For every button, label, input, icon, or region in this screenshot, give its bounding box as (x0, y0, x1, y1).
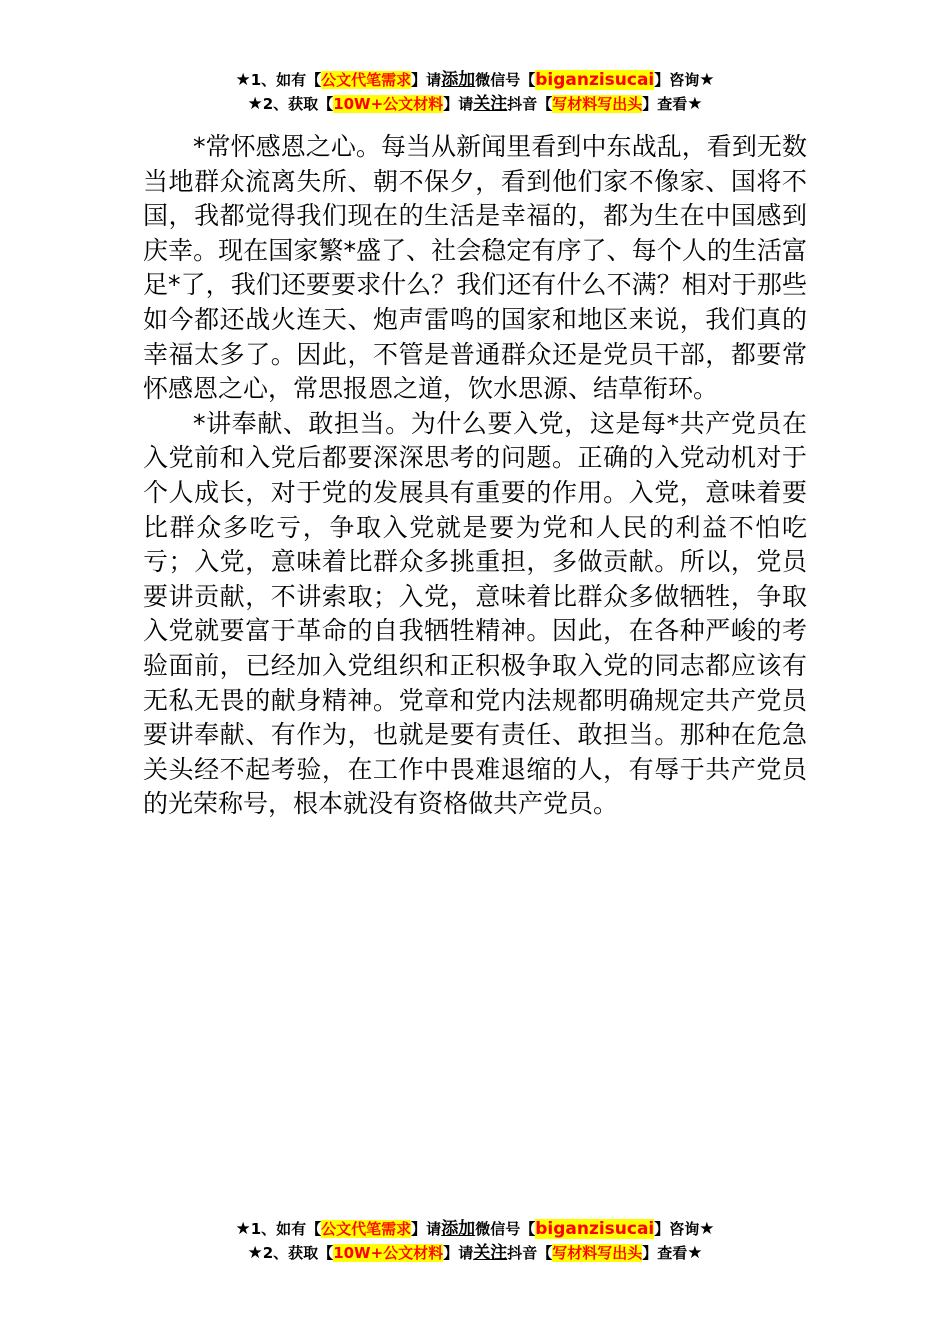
banner-emphasis: 关注 (473, 1243, 508, 1263)
banner-text: 抖音【 (507, 95, 553, 113)
banner-line-2 (0, 92, 950, 116)
highlight-douyin: 写材料写出头 (552, 95, 643, 113)
banner-text: 1、如有【 (250, 1220, 322, 1238)
banner-text: 】咨询 (654, 71, 700, 89)
footer-banner (0, 1217, 950, 1265)
star-icon: ★ (687, 94, 703, 114)
banner-text: 】请 (411, 71, 442, 89)
highlight-wechat-id: biganzisucai (535, 70, 655, 90)
highlight-wechat-id: biganzisucai (535, 1219, 655, 1239)
banner-line-1 (0, 1217, 950, 1241)
star-icon: ★ (687, 1243, 703, 1263)
highlight-service: 公文代笔需求 (321, 71, 412, 89)
banner-line-2 (0, 1241, 950, 1265)
banner-text: 1、如有【 (250, 71, 322, 89)
banner-text: 微信号【 (475, 1220, 536, 1238)
banner-text: 】请 (443, 95, 474, 113)
header-banner (0, 68, 950, 116)
banner-text: 抖音【 (507, 1244, 553, 1262)
banner-text: 】查看 (642, 1244, 688, 1262)
paragraph-gratitude: *常怀感恩之心。每当从新闻里看到中东战乱，看到无数当地群众流离失所、朝不保夕，看到他们家不像家、国将不国，我都觉得我们现在的生活是幸福的，都为生在中国感到庆幸。现在国家繁*盛了、社会稳定有序了、每个人的生活富足*了，我们还要要求什么？我们还有什么不满？相对于那些如今都还战火连天、炮声雷鸣的国家和地区来说，我们真的幸福太多了。因此，不管是普通群众还是党员干部，都要常怀感恩之心，常思报恩之道，饮水思源、结草衔环。 (143, 132, 807, 404)
banner-emphasis: 关注 (473, 94, 508, 114)
banner-line-1 (0, 68, 950, 92)
highlight-service: 公文代笔需求 (321, 1220, 412, 1238)
star-icon: ★ (235, 70, 251, 90)
star-icon: ★ (699, 1219, 715, 1239)
banner-emphasis: 添加 (441, 70, 476, 90)
star-icon: ★ (235, 1219, 251, 1239)
highlight-douyin: 写材料写出头 (552, 1244, 643, 1262)
banner-text: 2、获取【 (262, 1244, 334, 1262)
banner-text: 】请 (443, 1244, 474, 1262)
highlight-materials: 10W+公文材料 (333, 1244, 444, 1262)
banner-text: 】咨询 (654, 1220, 700, 1238)
banner-text: 2、获取【 (262, 95, 334, 113)
star-icon: ★ (247, 1243, 263, 1263)
star-icon: ★ (247, 94, 263, 114)
banner-text: 】请 (411, 1220, 442, 1238)
document-body (143, 130, 807, 822)
star-icon: ★ (699, 70, 715, 90)
banner-text: 微信号【 (475, 71, 536, 89)
banner-text: 】查看 (642, 95, 688, 113)
banner-emphasis: 添加 (441, 1219, 476, 1239)
highlight-materials: 10W+公文材料 (333, 95, 444, 113)
paragraph-dedication: *讲奉献、敢担当。为什么要入党，这是每*共产党员在入党前和入党后都要深深思考的问题。正确的入党动机对于个人成长，对于党的发展具有重要的作用。入党，意味着要比群众多吃亏，争取入党就是要为党和人民的利益不怕吃亏；入党，意味着比群众多挑重担，多做贡献。所以，党员要讲贡献，不讲索取；入党，意味着比群众多做牺牲，争取入党就要富于革命的自我牺牲精神。因此，在各种严峻的考验面前，已经加入党组织和正积极争取入党的同志都应该有无私无畏的献身精神。党章和党内法规都明确规定共产党员要讲奉献、有作为，也就是要有责任、敢担当。那种在危急关头经不起考验，在工作中畏难退缩的人，有辱于共产党员的光荣称号，根本就没有资格做共产党员。 (143, 408, 807, 819)
